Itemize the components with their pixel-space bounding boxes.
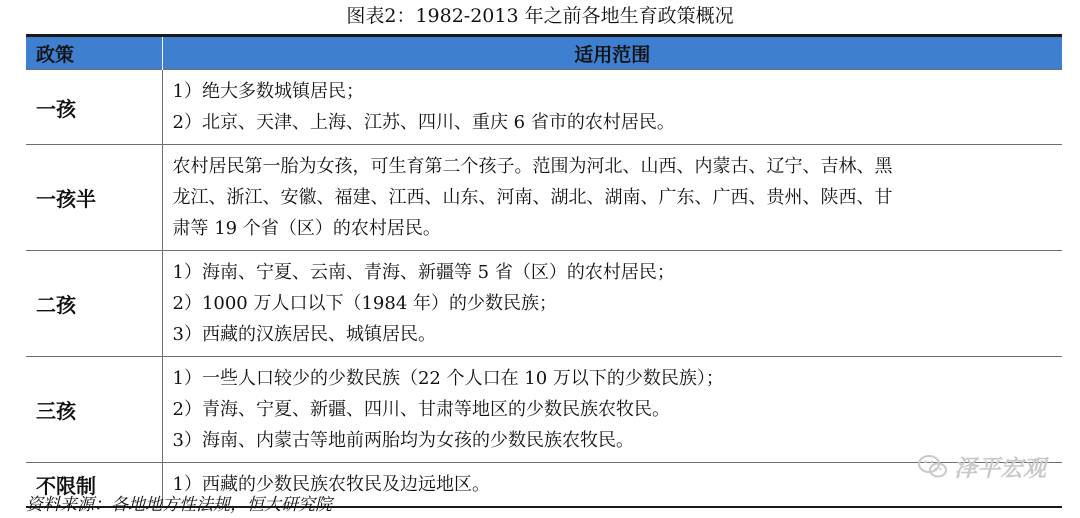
scope-line: 1）海南、宁夏、云南、青海、新疆等 5 省（区）的农村居民； xyxy=(172,262,675,283)
policy-cell: 一孩半 xyxy=(26,145,162,251)
scope-line: 2）1000 万人口以下（1984 年）的少数民族； xyxy=(172,293,558,314)
scope-cell xyxy=(162,357,1062,463)
scope-cell xyxy=(162,251,1062,357)
header-scope: 适用范围 xyxy=(162,37,1062,70)
watermark xyxy=(918,450,1046,483)
watermark-text: 泽平宏观 xyxy=(954,456,1046,482)
table-row xyxy=(26,70,1062,145)
policy-cell: 三孩 xyxy=(26,357,162,463)
scope-line: 农村居民第一胎为女孩，可生育第二个孩子。范围为河北、山西、内蒙古、辽宁、吉林、黑 xyxy=(172,156,893,177)
scope-line: 1）西藏的少数民族农牧民及边远地区。 xyxy=(172,474,490,495)
policy-table xyxy=(26,37,1062,508)
scope-line: 3）海南、内蒙古等地前两胎均为女孩的少数民族农牧民。 xyxy=(172,430,634,451)
source-note: 资料来源：各地地方性法规，恒大研究院 xyxy=(26,495,332,515)
scope-line: 2）青海、宁夏、新疆、四川、甘肃等地区的少数民族农牧民。 xyxy=(172,399,670,420)
policy-cell: 二孩 xyxy=(26,251,162,357)
header-policy: 政策 xyxy=(26,37,162,70)
table-header-row xyxy=(26,37,1062,70)
table-row xyxy=(26,145,1062,251)
scope-cell xyxy=(162,70,1062,145)
scope-line: 3）西藏的汉族居民、城镇居民。 xyxy=(172,324,436,345)
table-caption: 图表2：1982-2013 年之前各地生育政策概况 xyxy=(346,5,734,27)
table-row xyxy=(26,357,1062,463)
scope-line: 肃等 19 个省（区）的农村居民。 xyxy=(172,218,441,239)
policy-cell: 不限制 xyxy=(26,463,162,508)
scope-line: 1）一些人口较少的少数民族（22 个人口在 10 万以下的少数民族）； xyxy=(172,368,724,389)
scope-cell xyxy=(162,145,1062,251)
policy-cell: 一孩 xyxy=(26,70,162,145)
scope-line: 2）北京、天津、上海、江苏、四川、重庆 6 省市的农村居民。 xyxy=(172,112,675,133)
table-row xyxy=(26,251,1062,357)
scope-line: 龙江、浙江、安徽、福建、江西、山东、河南、湖北、湖南、广东、广西、贵州、陕西、甘 xyxy=(172,187,893,208)
wechat-icon xyxy=(918,454,948,480)
policy-table-container xyxy=(26,34,1062,508)
scope-line: 1）绝大多数城镇居民； xyxy=(172,81,364,102)
